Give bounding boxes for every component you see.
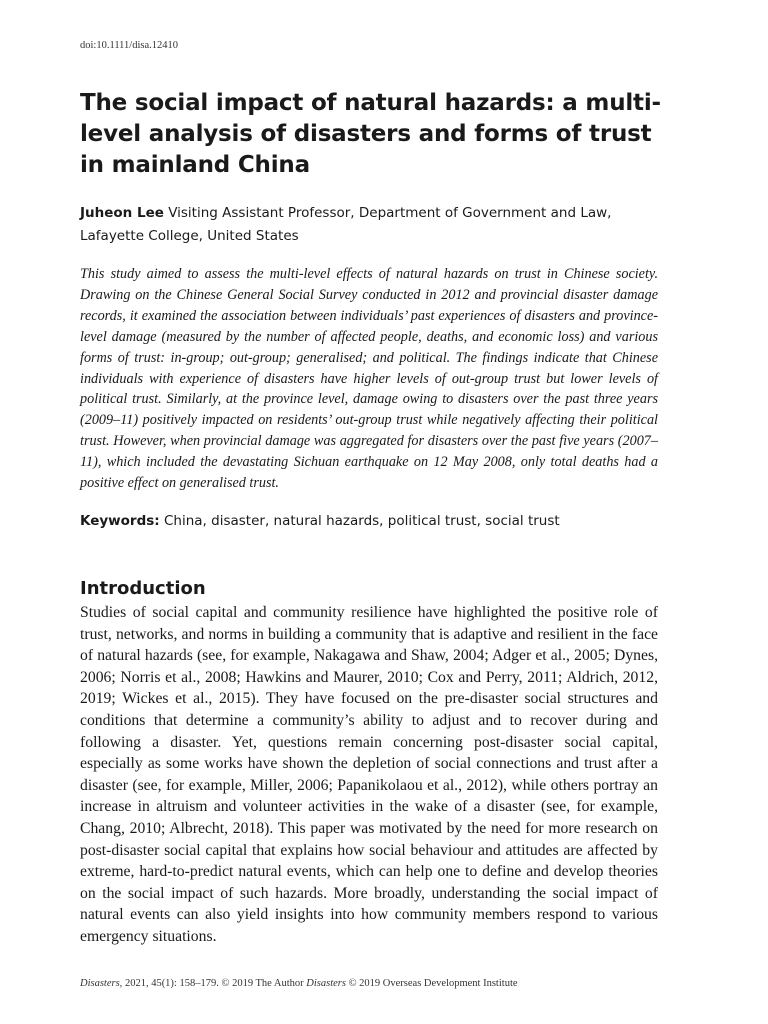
footer-citation: 2021, 45(1): 158–179. © 2019 The Author [122,978,307,989]
keywords [80,510,660,532]
footer-rest: © 2019 Overseas Development Institute [345,978,518,989]
introduction-paragraph: Studies of social capital and community resilience have highlighted the positive role of trust, networks, and norms in building a community that is adaptive and resilient in the face of natural hazards (see, for example, Nakagawa and Shaw, 2004; Adger et al., 2005; Dynes, 2006; Norris et al., 2008; Hawkins and Maurer, 2010; Cox and Perry, 2011; Aldrich, 2012, 2019; Wickes et al., 2015). They have focused on the pre-disaster social structures and conditions that determine a community’s ability to adjust and to recover during and following a disaster. Yet, questions remain concerning post-disaster social capital, especially as some works have shown the depletion of social connections and trust after a disaster (see, for example, Miller, 2006; Papanikolaou et al., 2012), while others portray an increase in altruism and volunteer activities in the wake of a disaster (see, for example, Chang, 2010; Albrecht, 2018). This paper was motivated by the need for more research on post-disaster social capital that explains how social behaviour and attitudes are affected by extreme, hard-to-predict natural events, which can help one to define and develop theories on the social impact of such hazards. More broadly, understanding the social impact of natural events can also yield insights into how community members respond to various emergency situations. [80,604,658,945]
author-name: Juheon Lee [80,205,164,221]
doi-line: doi:10.1111/disa.12410 [80,40,178,51]
paper-title: The social impact of natural hazards: a multi-level analysis of disasters and forms of trust in mainland China [80,90,661,178]
page-footer [80,978,660,989]
abstract: This study aimed to assess the multi-level effects of natural hazards on trust in Chinese society. Drawing on the Chinese General Social Survey conducted in 2012 and provincial disaster damage records, it examined the association between individuals’ past experiences of disasters and province-level damage (measured by the number of affected people, deaths, and economic loss) and various forms of trust: in-group; out-group; generalised; and political. The findings indicate that Chinese individuals with experience of disasters have higher levels of out-group trust but lower levels of political trust. Similarly, at the province level, damage owing to disasters over the past three years (2009–11) positively impacted on residents’ out-group trust while negatively affecting their political trust. However, when provincial damage was aggregated for disasters over the past five years (2007–11), which included the devastating Sichuan earthquake on 12 May 2008, only total deaths had a positive effect on generalised trust. [80,266,658,492]
keywords-label: Keywords: [80,513,160,529]
footer-journal-2: Disasters [306,978,346,989]
section-heading-introduction: Introduction [80,578,206,599]
footer-journal: Disasters, [80,978,123,989]
keywords-value: China, disaster, natural hazards, political trust, social trust [163,513,560,529]
paper-page [80,0,660,1024]
author-affiliation: Visiting Assistant Professor, Department of Government and Law, Lafayette College, United States [80,205,612,244]
author-block [80,202,660,248]
